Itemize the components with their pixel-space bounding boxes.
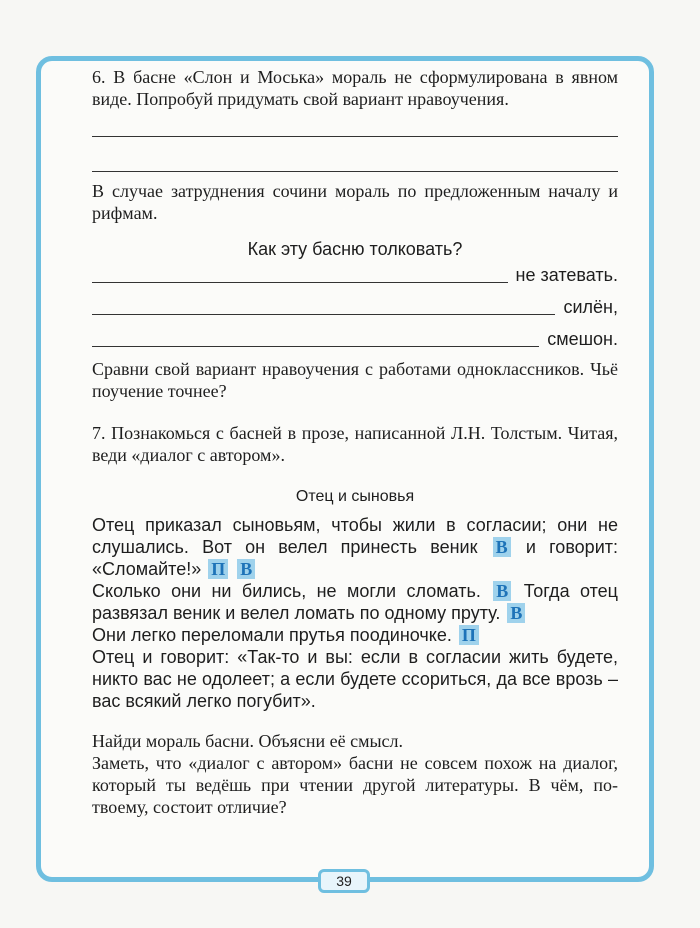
poem-title: Как эту басню толковать? (247, 239, 463, 259)
task7-note: Заметь, что «диалог с автором» басни не совсем похож на диалог, который ты ведёшь при чтении другой литературы. В чём, по-твоему, состоит отличие? (92, 753, 618, 817)
badge-p: П (208, 559, 228, 579)
badge-p: П (459, 625, 479, 645)
task6-text: 6. В басне «Слон и Моська» мораль не сформулирована в явном виде. Попробуй придумать свой вариант нравоучения. (92, 67, 618, 109)
page-content (92, 66, 618, 818)
fable-paragraph-4: Отец и говорит: «Так-то и вы: если в согласии жить будете, никто вас не одолеет; а если будете ссориться, да все врозь – вас всякий легко погубит». (92, 647, 618, 711)
task6-difficulty: В случае затруднения сочини мораль по предложенным началу и рифмам. (92, 181, 618, 223)
badge-v: В (493, 581, 511, 601)
task7-moral: Найди мораль басни. Объясни её смысл. (92, 731, 404, 751)
badge-v: В (493, 537, 511, 557)
badge-v: В (507, 603, 525, 623)
rhyme-3: смешон. (547, 329, 618, 349)
rhyme-2: силён, (563, 297, 618, 317)
task6-compare: Сравни свой вариант нравоучения с работами одноклассников. Чьё поучение точнее? (92, 359, 618, 401)
rhyme-line-3[interactable] (92, 328, 618, 350)
fable-paragraph-3: Они легко переломали прутья поодиночке. П (92, 624, 618, 646)
fable-paragraph-2: Сколько они ни бились, не могли сломать. В Тогда отец развязал веник и велел ломать по одному пруту. В (92, 581, 618, 623)
task7-text: 7. Познакомься с басней в прозе, написанной Л.Н. Толстым. Читая, веди «диалог с автором». (92, 423, 618, 465)
rhyme-line-2[interactable] (92, 296, 618, 318)
fable-paragraph-1: Отец приказал сыновьям, чтобы жили в согласии; они не слушались. Вот он велел принесть веник В и говорит: «Сломайте!» П В (92, 515, 618, 579)
rhyme-line-1[interactable] (92, 264, 618, 286)
fable-title: Отец и сыновья (295, 488, 415, 505)
rhyme-1: не затевать. (515, 265, 618, 285)
badge-v: В (237, 559, 255, 579)
page-number: 39 (318, 869, 370, 893)
